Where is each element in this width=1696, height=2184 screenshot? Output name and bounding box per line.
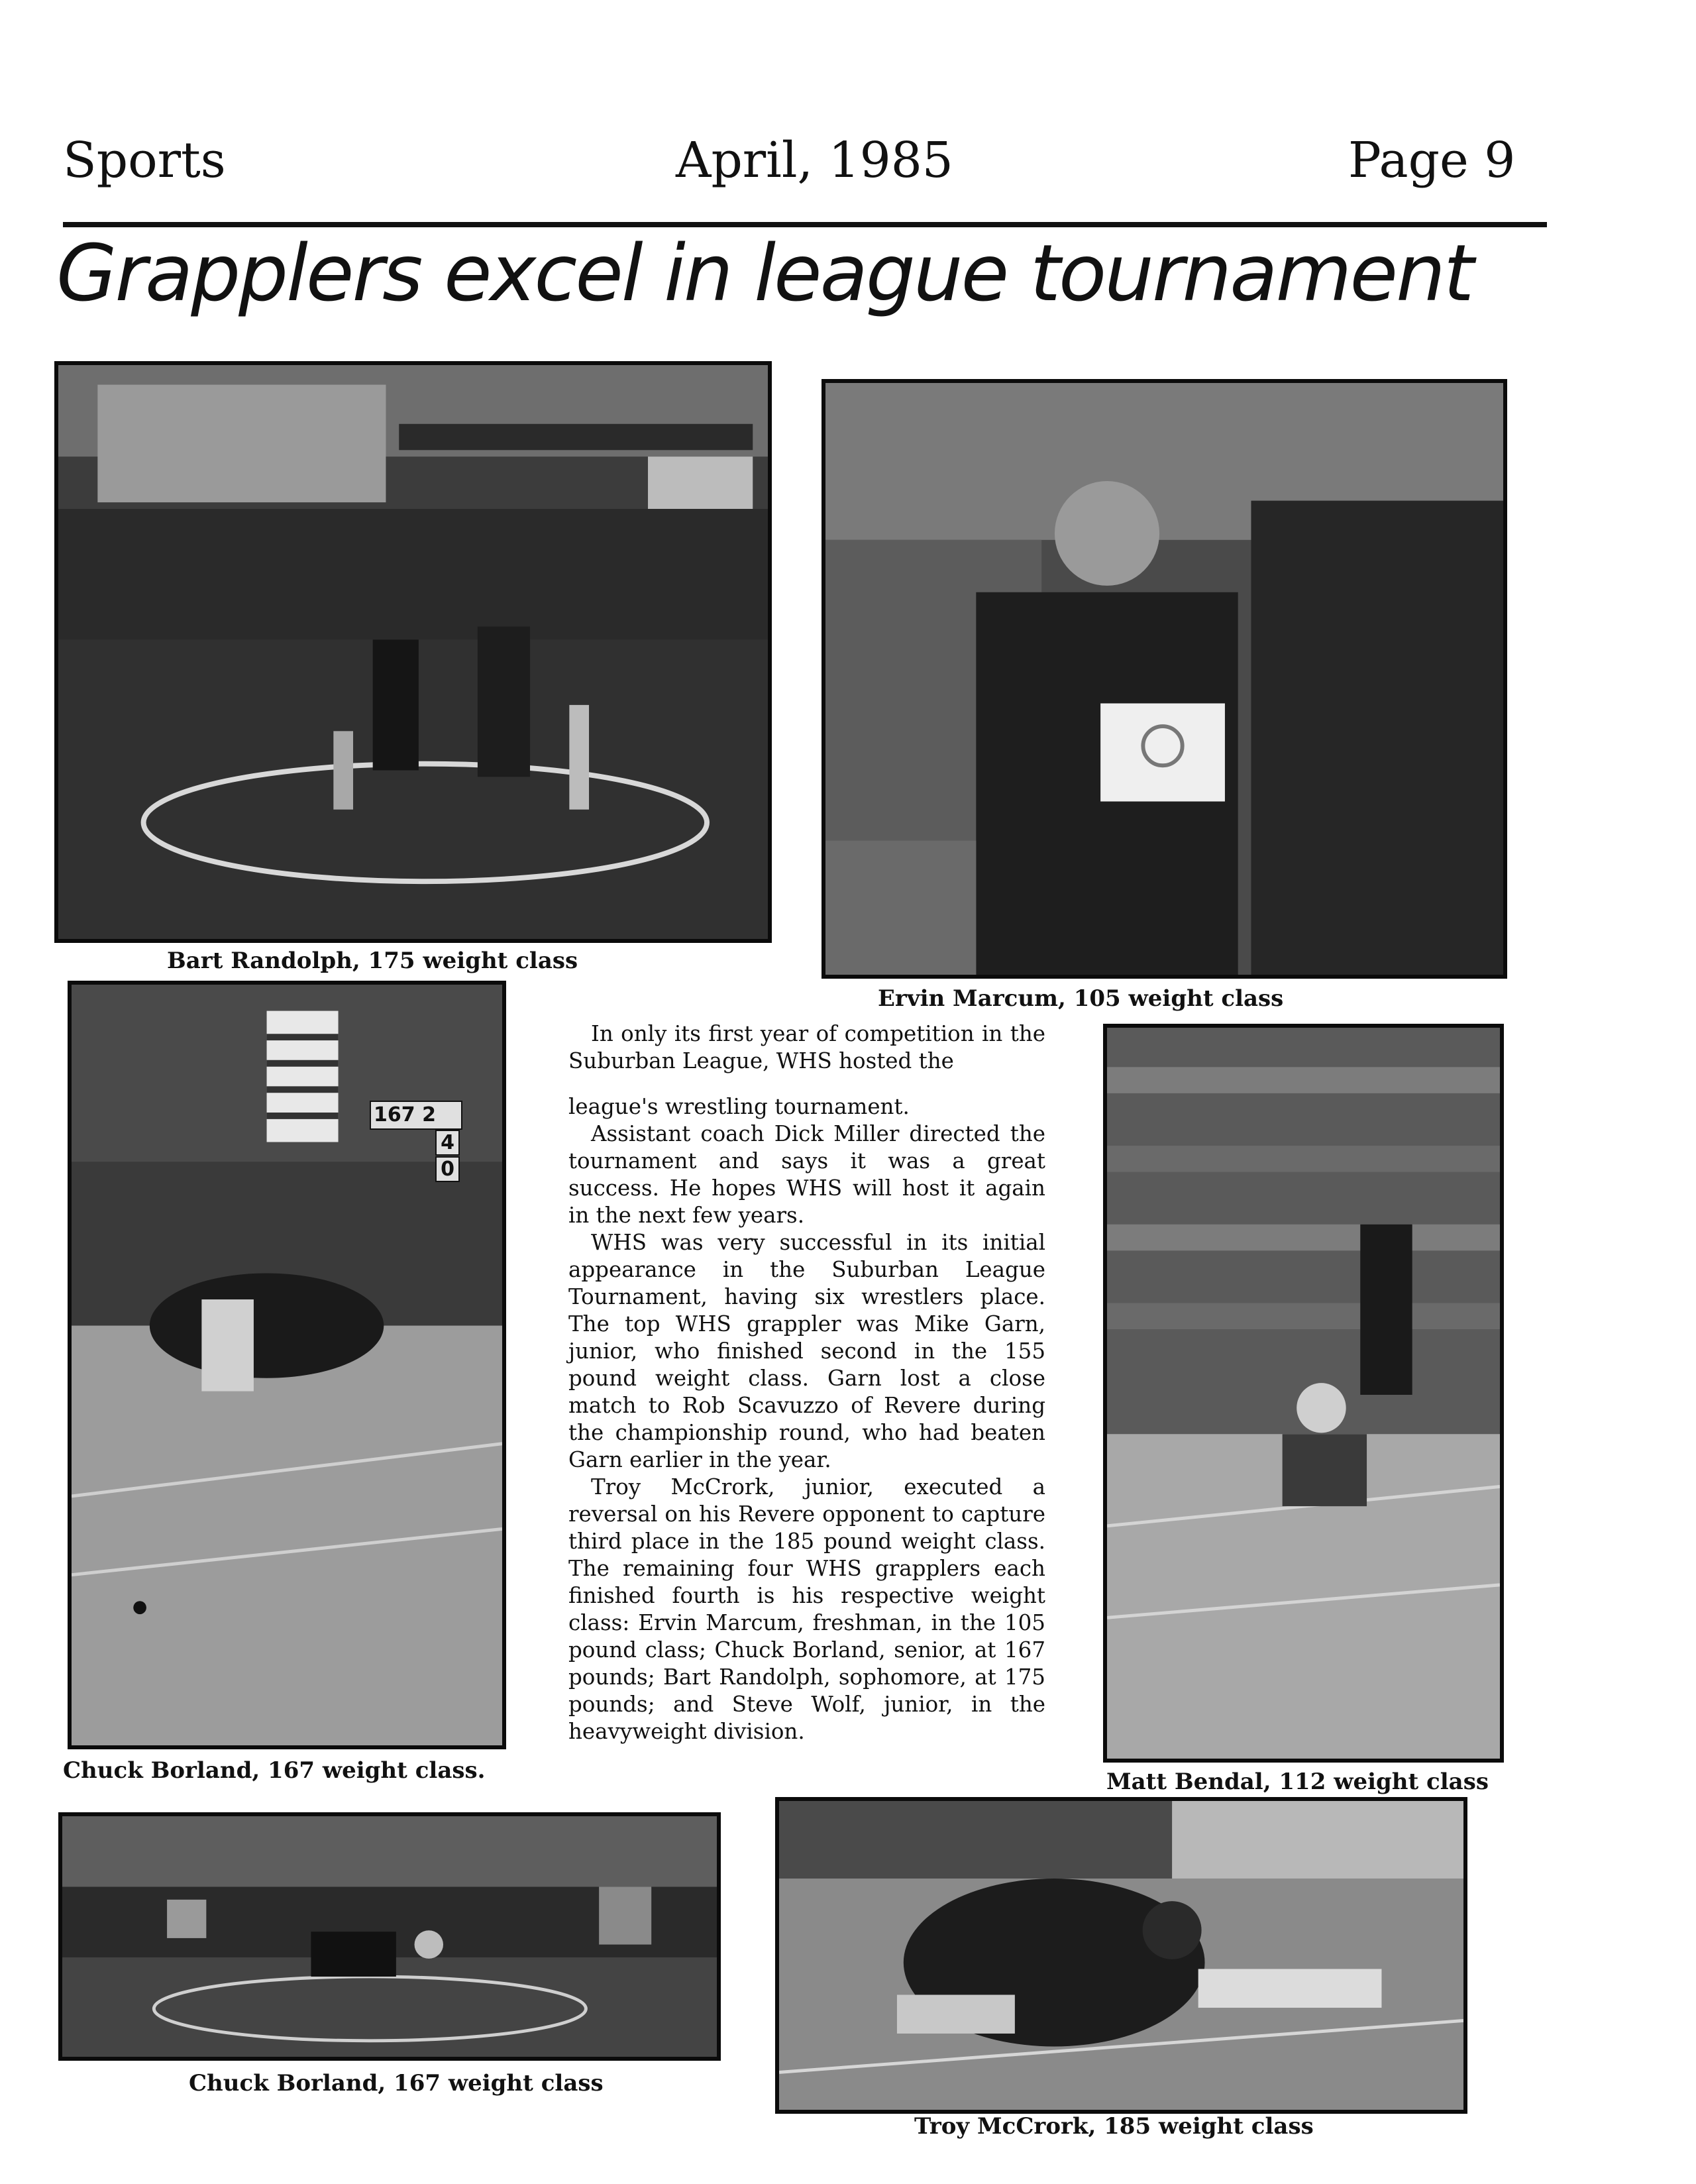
scoreboard-score: 0 <box>435 1156 460 1182</box>
article-paragraph: In only its first year of competition in the Suburban League, WHS hosted the <box>568 1021 1045 1073</box>
article-paragraph: WHS was very successful in its initial appearance in the Suburban League Tournament, having six wrestlers place. The top WHS grappler was Mike Garn, junior, who finished second in the 155 pound weight class. Garn lost a close match to Rob Scavuzzo of Revere during the championship round, who had beaten Garn earlier in the year. <box>568 1230 1045 1472</box>
photo-image-wrestler-certificate <box>825 383 1503 975</box>
photo-ervin-marcum <box>822 379 1507 979</box>
issue-date: April, 1985 <box>676 132 953 189</box>
photo-caption: Matt Bendal, 112 weight class <box>1106 1769 1489 1795</box>
scoreboard <box>370 1101 462 1183</box>
photo-caption: Ervin Marcum, 105 weight class <box>878 985 1284 1012</box>
photo-image-takedown <box>779 1801 1463 2110</box>
photo-caption: Troy McCrork, 185 weight class <box>914 2113 1314 2140</box>
photo-caption: Bart Randolph, 175 weight class <box>167 948 578 974</box>
photo-bart-randolph <box>54 361 772 943</box>
article-paragraph: league's wrestling tournament. <box>568 1094 910 1119</box>
photo-matt-bendal <box>1103 1024 1504 1763</box>
article-paragraph: Assistant coach Dick Miller directed the tournament and says it was a great success. He hopes WHS will host it again in the next few years. <box>568 1121 1045 1228</box>
page-number: Page 9 <box>1348 132 1516 189</box>
scoreboard-weight: 167 <box>374 1103 415 1126</box>
photo-caption: Chuck Borland, 167 weight class <box>189 2070 604 2097</box>
photo-chuck-borland-tall <box>68 981 506 1749</box>
photo-image-wide-match <box>62 1816 717 2057</box>
article-body <box>568 1020 1045 1745</box>
photo-image-scoreboard-match <box>72 985 502 1745</box>
photo-image-crowd-match <box>1107 1028 1500 1759</box>
scoreboard-score: 2 <box>422 1103 436 1126</box>
photo-caption: Chuck Borland, 167 weight class. <box>63 1757 486 1784</box>
scoreboard-score: 4 <box>435 1130 460 1156</box>
article-paragraph: Troy McCrork, junior, executed a reversal on his Revere opponent to capture third place in the 185 pound weight class. The remaining four WHS grapplers each finished fourth is his respective weight class: Ervin Marcum, freshman, in the 105 pound class; Chuck Borland, senior, at 167 pounds; Bart Randolph, sophomore, at 175 pounds; and Steve Wolf, junior, in the heavyweight division. <box>568 1474 1045 1744</box>
section-label: Sports <box>63 132 226 189</box>
photo-image-gym-match <box>58 365 768 939</box>
photo-troy-mccrork <box>775 1797 1467 2114</box>
header-rule <box>63 222 1547 227</box>
photo-chuck-borland-wide <box>58 1812 721 2061</box>
headline: Grapplers excel in league tournament <box>56 227 1473 319</box>
